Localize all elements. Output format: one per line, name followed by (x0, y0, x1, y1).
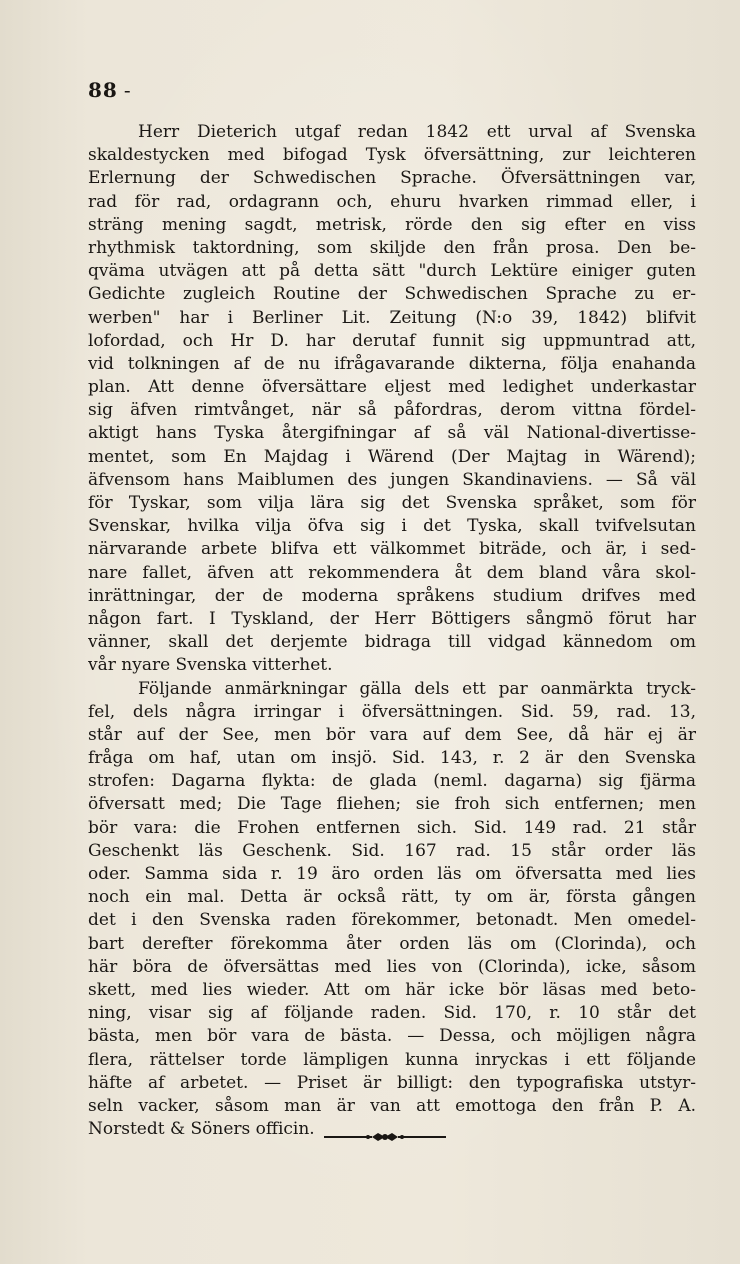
text-line: strofen: Dagarna flykta: de glada (neml. dagarna) sig fjärma (88, 771, 696, 792)
text-line: fråga om haf, utan om insjö. Sid. 143, r. 2 är den Svenska (88, 748, 696, 769)
text-line: lofordad, och Hr D. har derutaf funnit sig uppmuntrad att, (88, 330, 696, 351)
text-line: noch ein mal. Detta är också rätt, ty om är, första gången (88, 887, 696, 908)
text-line: vår nyare Svenska vitterhet. (88, 655, 333, 676)
text-line: skett, med lies wieder. Att om här icke bör läsas med beto- (88, 979, 696, 1000)
page-number-value: 88 (88, 78, 118, 102)
text-line: flera, rättelser torde lämpligen kunna inryckas i ett följande (88, 1049, 696, 1070)
text-line: närvarande arbete blifva ett välkommet biträde, och är, i sed- (88, 539, 696, 560)
text-line: bör vara: die Frohen entfernen sich. Sid. 149 rad. 21 står (88, 817, 696, 838)
text-line: nare fallet, äfven att rekommendera åt dem bland våra skol- (88, 562, 696, 583)
text-line: sig äfven rimtvånget, när så påfordras, derom vittna fördel- (88, 400, 696, 421)
text-line: qväma utvägen att på detta sätt "durch Lektüre einiger guten (88, 261, 696, 282)
text-line: oder. Samma sida r. 19 äro orden läs om öfversatta med lies (88, 864, 696, 884)
text-line: någon fart. I Tyskland, der Herr Böttigers sångmö förut har (88, 608, 696, 629)
text-line: ning, visar sig af följande raden. Sid. 170, r. 10 står det (88, 1003, 696, 1024)
text-line: mentet, som En Majdag i Wärend (Der Majtag in Wärend); (88, 446, 696, 467)
text-line: Gedichte zugleich Routine der Schwedischen Sprache zu er- (88, 284, 696, 305)
text-line: vänner, skall det derjemte bidraga till vidgad kännedom om (88, 632, 696, 653)
text-line: för Tyskar, som vilja lära sig det Svenska språket, som för (88, 493, 696, 513)
text-line: häfte af arbetet. — Priset är billigt: den typografiska utstyr- (88, 1072, 696, 1093)
text-line: öfversatt med; Die Tage fliehen; sie froh sich entfernen; men (88, 794, 696, 815)
text-line: werben" har i Berliner Lit. Zeitung (N:o 39, 1842) blifvit (88, 307, 696, 328)
text-line: Svenskar, hvilka vilja öfva sig i det Tyska, skall tvifvelsutan (88, 516, 696, 537)
text-line: vid tolkningen af de nu ifrågavarande dikterna, följa enahanda (88, 353, 696, 374)
text-line: fel, dels några irringar i öfversättningen. Sid. 59, rad. 13, (88, 701, 696, 722)
tailpiece-ornament-icon (322, 1127, 448, 1147)
text-line: det i den Svenska raden förekommer, betonadt. Men omedel- (88, 910, 696, 931)
text-line: rad för rad, ordagrann och, ehuru hvarken rimmad eller, i (88, 191, 696, 212)
text-line: sträng mening sagdt, metrisk, rörde den sig efter en viss (88, 214, 696, 235)
text-line: Herr Dieterich utgaf redan 1842 ett urval af Svenska (138, 122, 696, 142)
text-line: Norstedt & Söners officin. (88, 1119, 315, 1140)
text-line: plan. Att denne öfversättare eljest med ledighet underkastar (88, 377, 696, 398)
text-line: inrättningar, der de moderna språkens studium drifves med (88, 585, 696, 606)
text-line: skaldestycken med bifogad Tysk öfversättning, zur leichteren (88, 145, 696, 166)
text-line: Följande anmärkningar gälla dels ett par oanmärkta tryck- (138, 678, 696, 699)
text-line: bästa, men bör vara de bästa. — Dessa, och möjligen några (88, 1026, 696, 1047)
text-line: här böra de öfversättas med lies von (Clorinda), icke, såsom (88, 956, 696, 977)
text-line: aktigt hans Tyska återgifningar af så väl National-divertisse- (88, 423, 696, 444)
text-line: äfvensom hans Maiblumen des jungen Skandinaviens. — Så väl (88, 469, 696, 490)
text-line: Geschenkt läs Geschenk. Sid. 167 rad. 15 står order läs (88, 840, 696, 861)
page-number (88, 78, 132, 102)
text-line: Erlernung der Schwedischen Sprache. Öfversättningen var, (88, 168, 696, 189)
page-number-suffix: - (123, 78, 132, 102)
body-text (88, 121, 696, 1141)
text-line: bart derefter förekomma åter orden läs om (Clorinda), och (88, 933, 696, 954)
text-line: rhythmisk taktordning, som skiljde den från prosa. Den be- (88, 237, 696, 258)
text-line: står auf der See, men bör vara auf dem See, då här ej är (88, 724, 696, 745)
text-line: seln vacker, såsom man är van att emottoga den från P. A. (88, 1095, 696, 1116)
